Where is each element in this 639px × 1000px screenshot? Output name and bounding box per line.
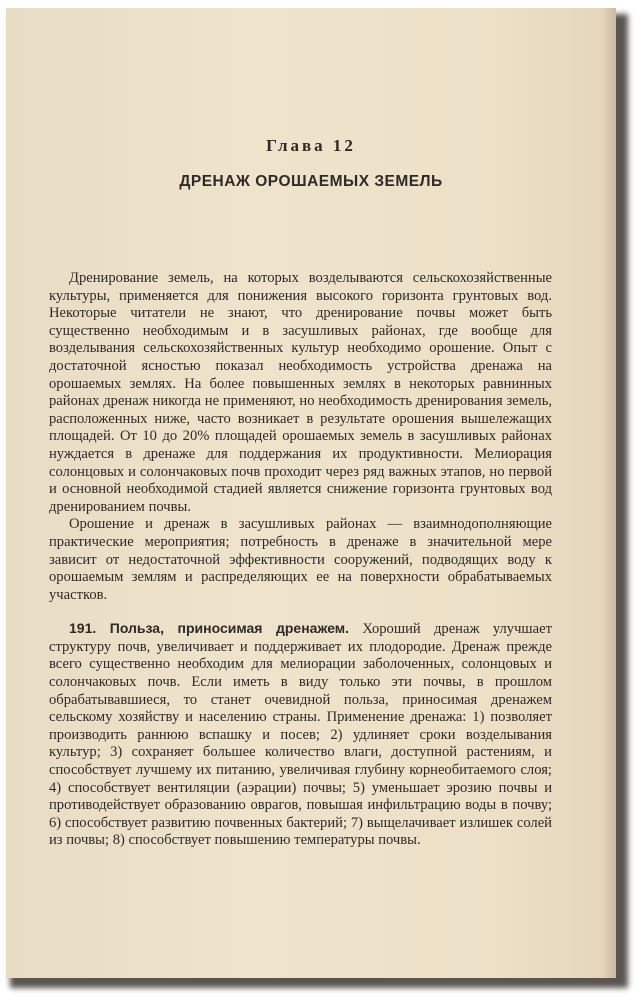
book-page	[6, 8, 616, 978]
paragraph-1: Дренирование земель, на которых возделываются сельскохозяйственные культуры, применяется для понижения высокого горизонта грунтовых вод. Некоторые читатели не знают, что дренирование почвы может быть существенно необходимым и в засушливых районах, где вообще для возделывания сельскохозяйственных культур необходимо орошение. Опыт с достаточной ясностью показал необходимость устройства дренажа на орошаемых землях. На более повышенных землях в некоторых равнинных районах дренаж никогда не применяют, но необходимость дренирования земель, расположенных ниже, часто возникает в результате орошения вышележащих площадей. От 10 до 20% площадей орошаемых земель в засушливых районах нуждается в дренаже для поддержания их продуктивности. Мелиорация солонцовых и солончаковых почв проходит через ряд важных этапов, но первой и основной необходимой стадией является снижение горизонта грунтовых вод дренированием почвы.	[49, 270, 552, 515]
chapter-number: Глава 12	[266, 136, 356, 155]
chapter-title: ДРЕНАЖ ОРОШАЕМЫХ ЗЕМЕЛЬ	[179, 173, 443, 190]
section-191	[49, 620, 552, 850]
paragraph-2: Орошение и дренаж в засушливых районах — взаимнодополняющие практические мероприятия; потребность в дренаже в значительной мере зависит от недостаточной эффективности сооружений, подводящих воду к орошаемым землям и распределяющих ее на поверхности обрабатываемых участков.	[49, 516, 552, 603]
section-heading: 191. Польза, приносимая дренажем.	[69, 620, 350, 637]
page-body	[49, 270, 552, 850]
section-text: Хороший дренаж улучшает структуру почв, увеличивает и поддерживает их плодородие. Дренаж прежде всего существенно необходим для мелиорации заболоченных, солонцовых и солончаковых почв. Если иметь в виду только эти почвы, в прошлом обрабатывавшиеся, то станет очевидной польза, приносимая дренажем сельскому хозяйству и населению страны. Применение дренажа: 1) позволяет производить раннюю вспашку и посев; 2) удлиняет сроки возделывания культур; 3) сохраняет большее количество влаги, доступной растениям, и способствует лучшему их питанию, увеличивая глубину корнеобитаемого слоя; 4) способствует вентиляции (аэрации) почвы; 5) уменьшает эрозию почвы и противодействует образованию оврагов, повышая инфильтрацию воды в почву; 6) способствует развитию почвенных бактерий; 7) выщелачивает излишек солей из почвы; 8) способствует повышению температуры почвы.	[49, 621, 552, 849]
